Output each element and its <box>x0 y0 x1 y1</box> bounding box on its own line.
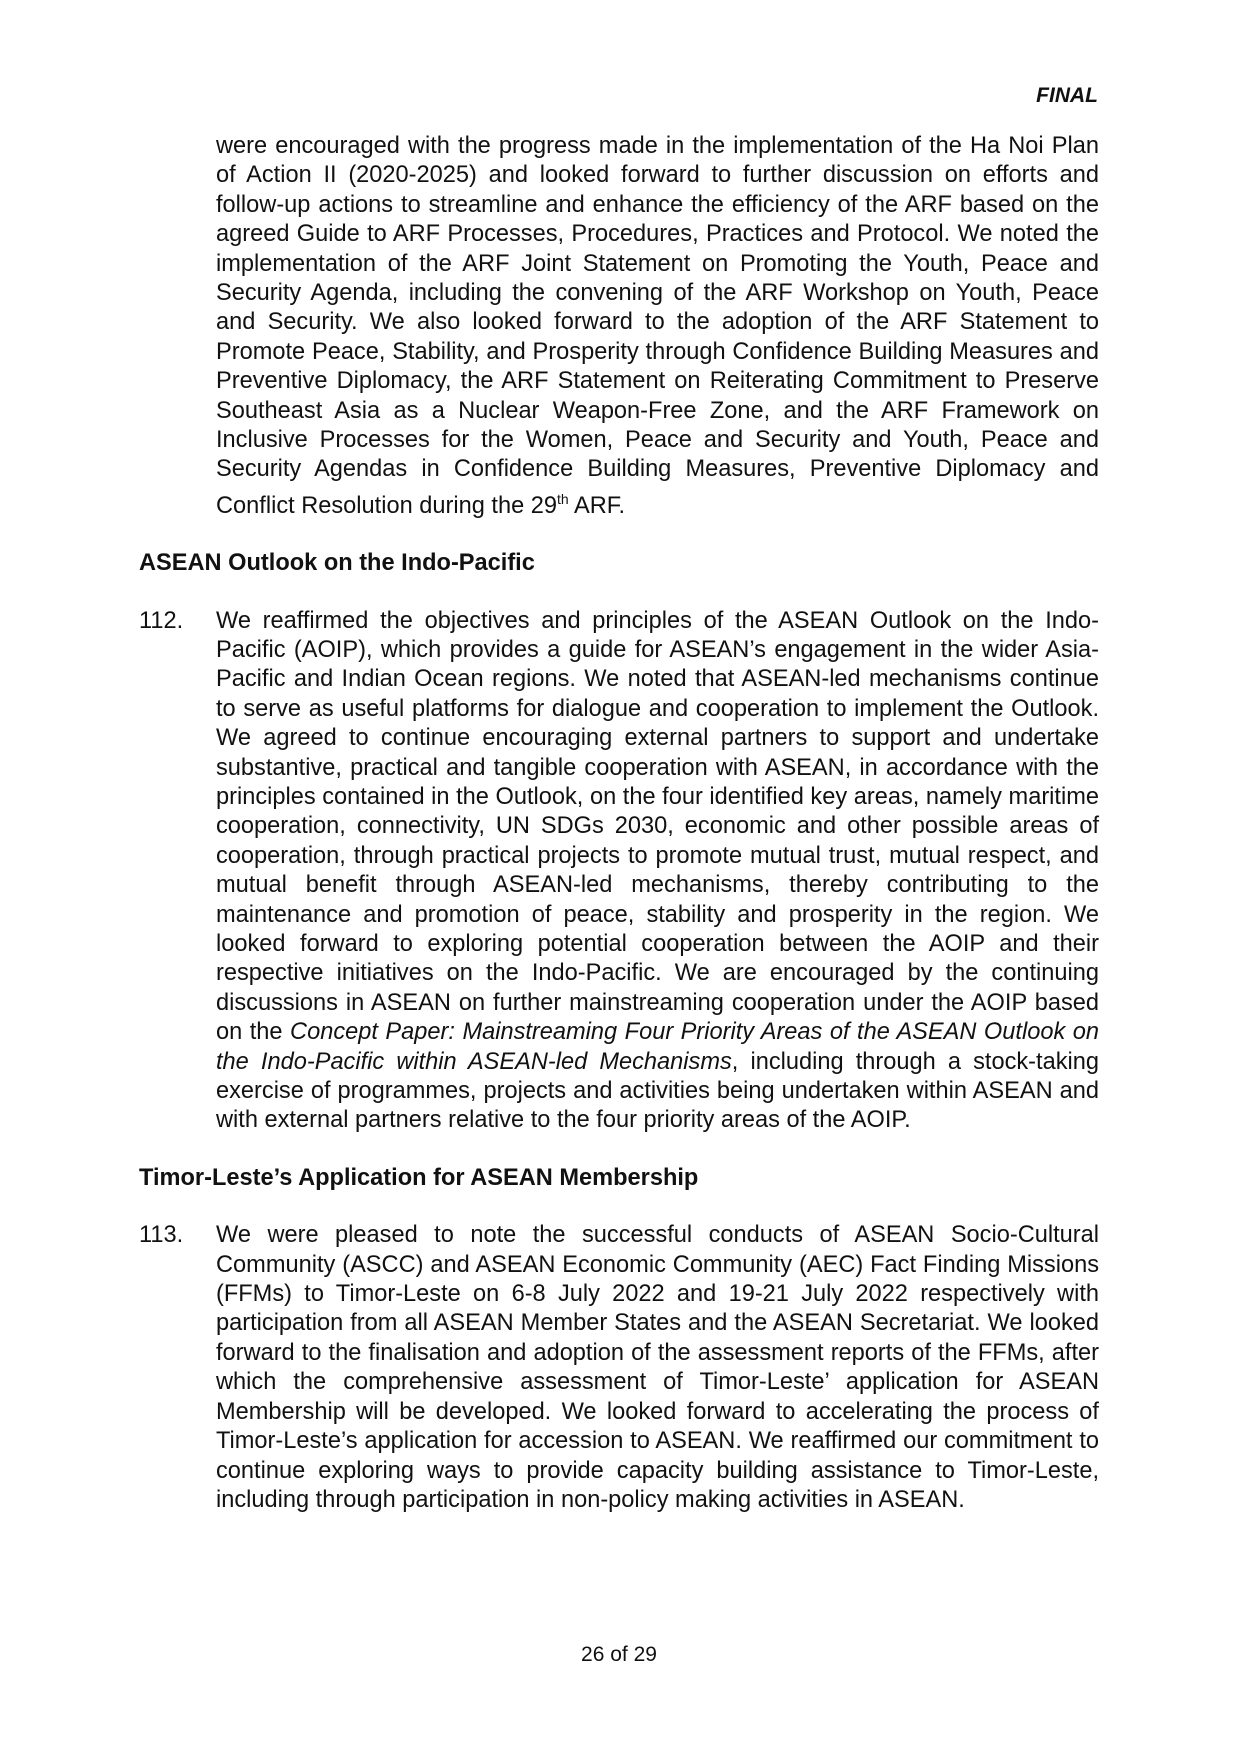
concept-paper-title: Concept Paper: Mainstreaming Four Priority Areas of the ASEAN Outlook on the Indo-Pacific within ASEAN-led Mechanisms <box>216 1019 1099 1075</box>
paragraph-111-text: were encouraged with the progress made in the implementation of the Ha Noi Plan of Action II (2020-2025) and looked forward to further discussion on efforts and follow-up actions to streamline and enhance the efficiency of the ARF based on the agreed Guide to ARF Processes, Procedures, Practices and Protocol. We noted the implementation of the ARF Joint Statement on Promoting the Youth, Peace and Security Agenda, including the convening of the ARF Workshop on Youth, Peace and Security. We also looked forward to the adoption of the ARF Statement to Promote Peace, Stability, and Prosperity through Confidence Building Measures and Preventive Diplomacy, the ARF Statement on Reiterating Commitment to Preserve Southeast Asia as a Nuclear Weapon-Free Zone, and the ARF Framework on Inclusive Processes for the Women, Peace and Security and Youth, Peace and Security Agendas in Confidence Building Measures, Preventive Diplomacy and Conflict Resolution during the 29th ARF. <box>216 133 1099 519</box>
paragraph-113-text: We were pleased to note the successful conducts of ASEAN Socio-Cultural Community (ASCC) and ASEAN Economic Community (AEC) Fact Finding Missions (FFMs) to Timor-Leste on 6-8 July 2022 and 19-21 July 2022 respectively with participation from all ASEAN Member States and the ASEAN Secretariat. We looked forward to the finalisation and adoption of the assessment reports of the FFMs, after which the comprehensive assessment of Timor-Leste’ application for ASEAN Membership will be developed. We looked forward to accelerating the process of Timor-Leste’s application for accession to ASEAN. We reaffirmed our commitment to continue exploring ways to provide capacity building assistance to Timor-Leste, including through participation in non-policy making activities in ASEAN. <box>216 1222 1099 1513</box>
section-heading-aoip: ASEAN Outlook on the Indo-Pacific <box>139 550 535 577</box>
document-body <box>139 132 1099 1515</box>
paragraph-number: 112. <box>139 607 184 634</box>
ordinal-superscript: th <box>557 490 569 507</box>
document-status-label: FINAL <box>1036 84 1098 107</box>
paragraph-number: 113. <box>139 1222 184 1249</box>
paragraph-112 <box>139 607 1099 1136</box>
paragraph-113 <box>139 1221 1099 1515</box>
paragraph-112-text: We reaffirmed the objectives and principles of the ASEAN Outlook on the Indo-Pacific (AOIP), which provides a guide for ASEAN’s engagement in the wider Asia-Pacific and Indian Ocean regions. We noted that ASEAN-led mechanisms continue to serve as useful platforms for dialogue and cooperation to implement the Outlook. We agreed to continue encouraging external partners to support and undertake substantive, practical and tangible cooperation with ASEAN, in accordance with the principles contained in the Outlook, on the four identified key areas, namely maritime cooperation, connectivity, UN SDGs 2030, economic and other possible areas of cooperation, through practical projects to promote mutual trust, mutual respect, and mutual benefit through ASEAN-led mechanisms, thereby contributing to the maintenance and promotion of peace, stability and prosperity in the region. We looked forward to exploring potential cooperation between the AOIP and their respective initiatives on the Indo-Pacific. We are encouraged by the continuing discussions in ASEAN on further mainstreaming cooperation under the AOIP based on the Concept Paper: Mainstreaming Four Priority Areas of the ASEAN Outlook on the Indo-Pacific within ASEAN-led Mechanisms, including through a stock-taking exercise of programmes, projects and activities being undertaken within ASEAN and with external partners relative to the four priority areas of the AOIP. <box>216 607 1099 1134</box>
paragraph-111-continued <box>216 132 1099 521</box>
section-heading-timor-leste: Timor-Leste’s Application for ASEAN Membership <box>139 1164 699 1191</box>
page-number: 26 of 29 <box>581 1643 657 1666</box>
